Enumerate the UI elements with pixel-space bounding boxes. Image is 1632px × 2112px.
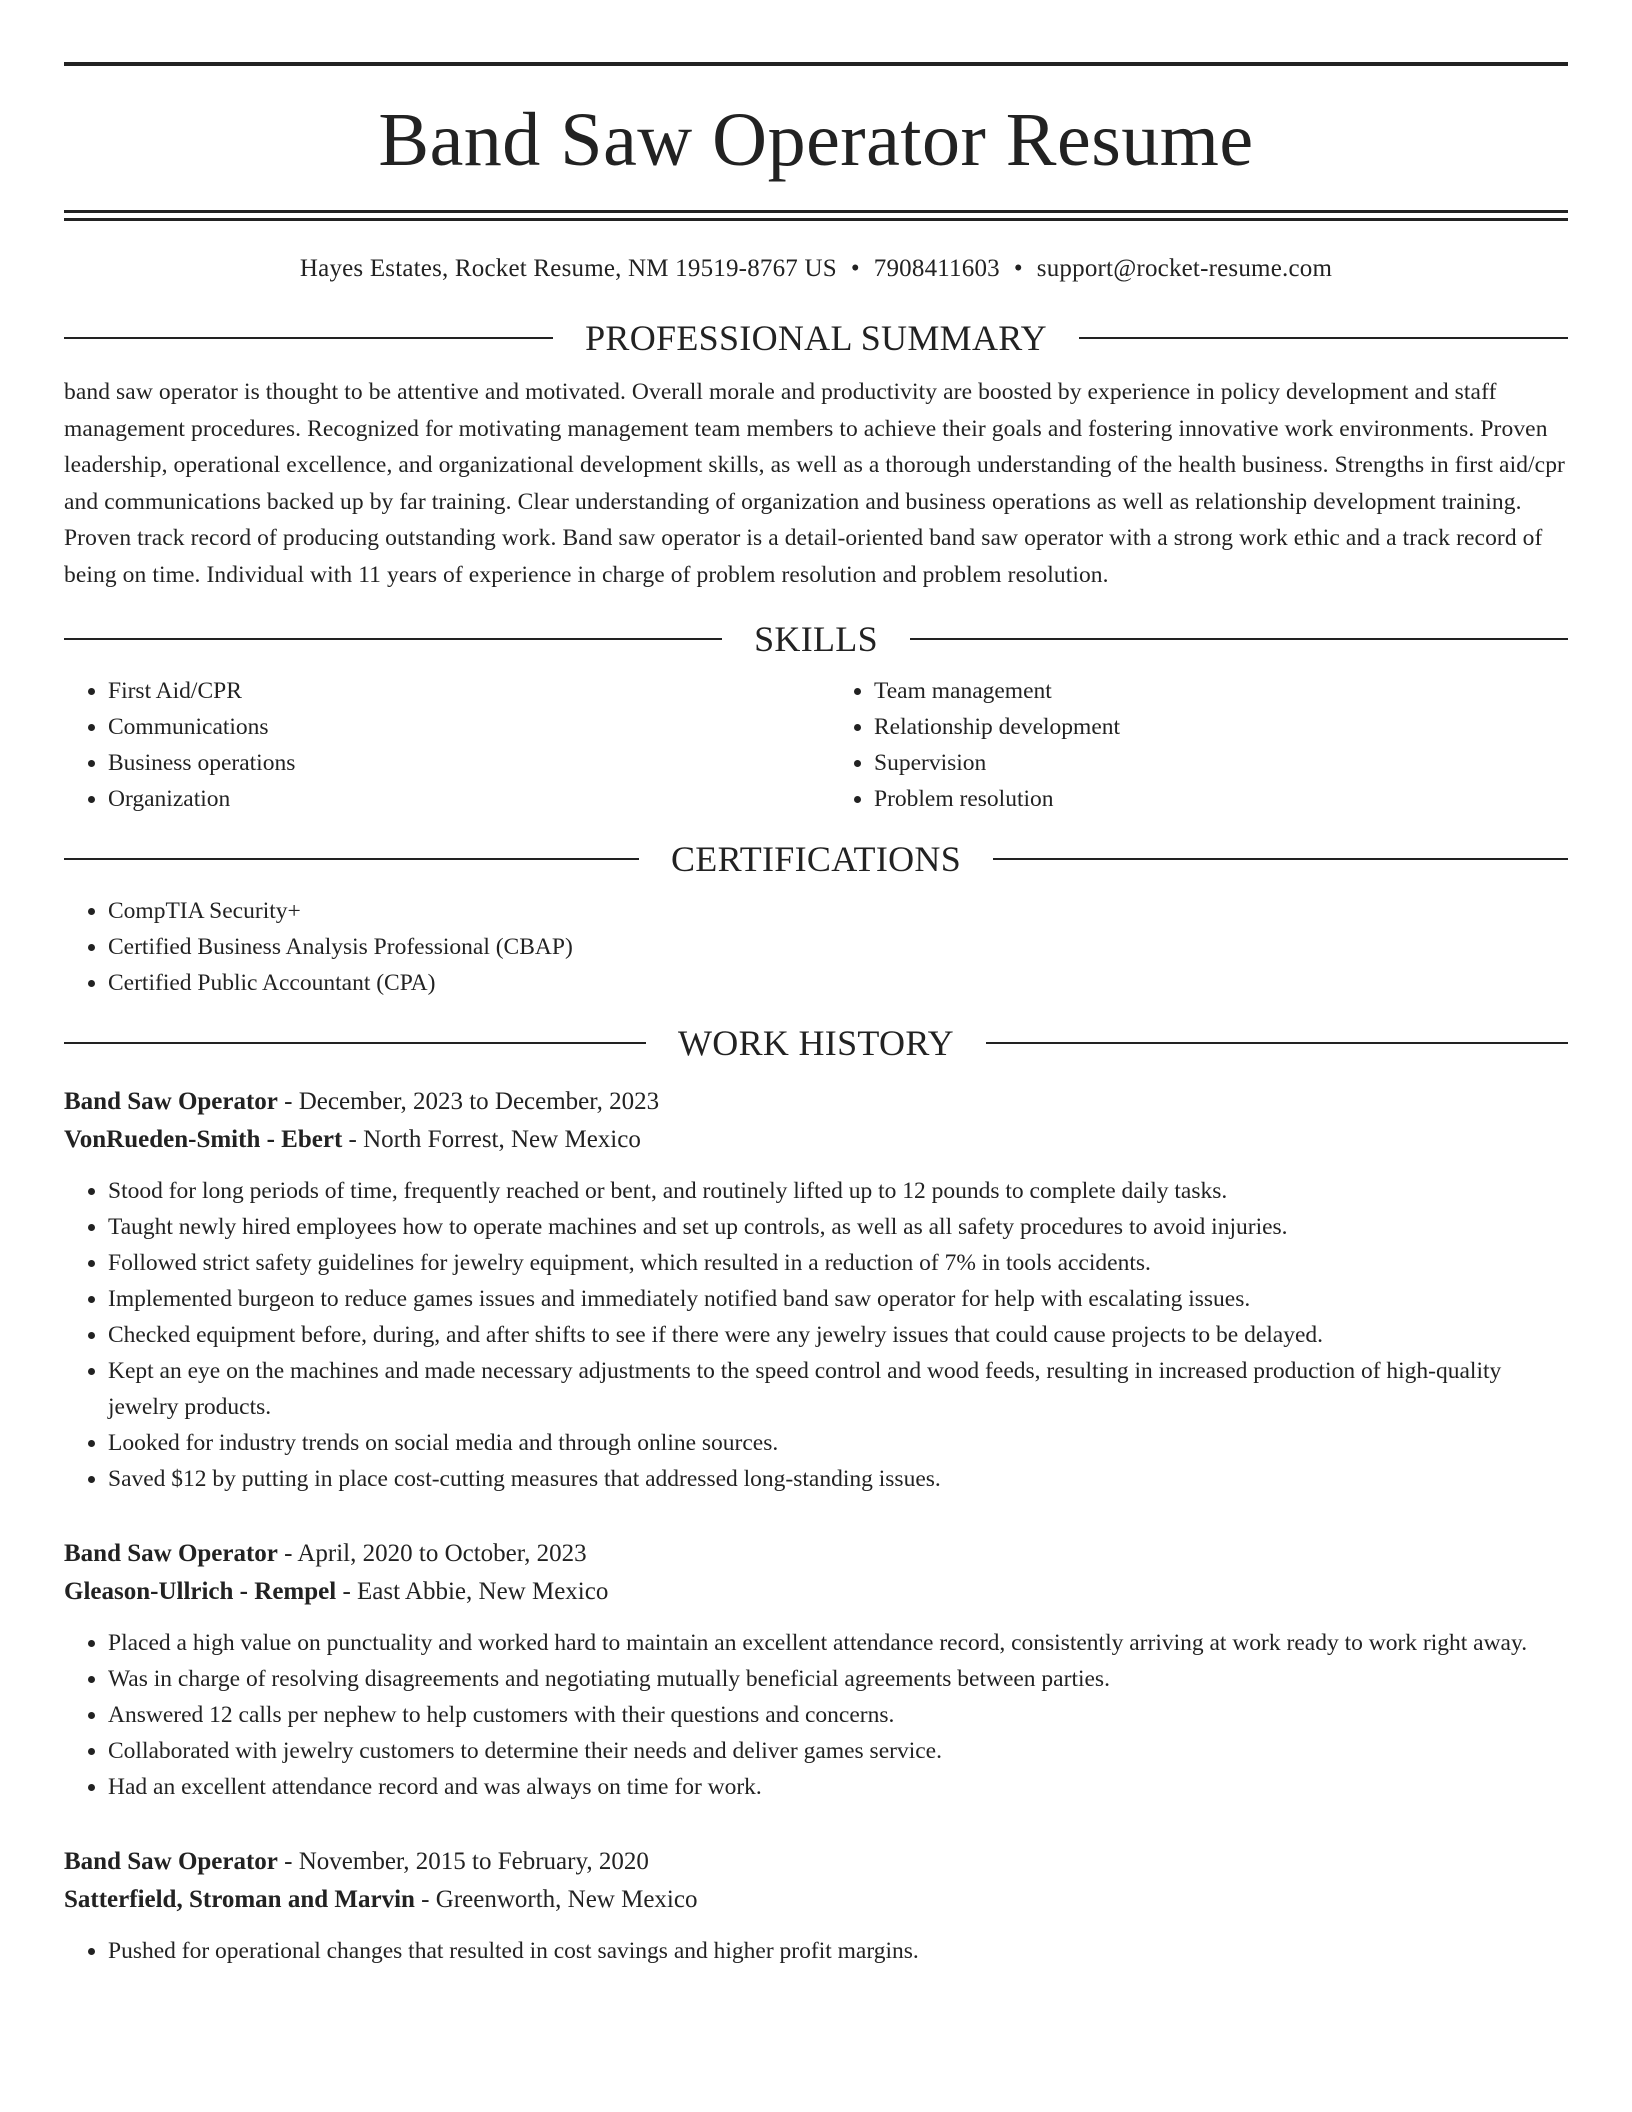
skill-item: • Problem resolution bbox=[874, 781, 1568, 817]
job-company: Satterfield, Stroman and Marvin bbox=[64, 1886, 415, 1913]
heading-rule-left bbox=[64, 1042, 646, 1044]
skills-list-right bbox=[816, 673, 1568, 817]
skills-heading bbox=[64, 619, 1568, 659]
skill-item: • Business operations bbox=[108, 745, 816, 781]
job-bullet: • Followed strict safety guidelines for jewelry equipment, which resulted in a reduction of 7% in tools accidents. bbox=[108, 1245, 1568, 1281]
work-history-heading bbox=[64, 1023, 1568, 1063]
job-bullet: • Pushed for operational changes that resulted in cost savings and higher profit margins. bbox=[108, 1933, 1568, 1969]
contact-line bbox=[64, 254, 1568, 284]
work-history-heading-label: WORK HISTORY bbox=[678, 1023, 954, 1063]
job-bullet: • Looked for industry trends on social media and through online sources. bbox=[108, 1425, 1568, 1461]
heading-rule-right bbox=[986, 1042, 1568, 1044]
contact-phone: 7908411603 bbox=[873, 255, 1000, 282]
job-title-line bbox=[64, 1083, 1568, 1121]
contact-separator: • bbox=[850, 255, 860, 282]
heading-rule-left bbox=[64, 638, 722, 640]
job-title-line bbox=[64, 1535, 1568, 1573]
top-rule bbox=[64, 62, 1568, 66]
skills-list-left bbox=[64, 673, 816, 817]
job-dates: - April, 2020 to October, 2023 bbox=[277, 1540, 587, 1567]
job-bullet: • Had an excellent attendance record and was always on time for work. bbox=[108, 1769, 1568, 1805]
job-bullet: • Answered 12 calls per nephew to help customers with their questions and concerns. bbox=[108, 1697, 1568, 1733]
summary-text: band saw operator is thought to be attentive and motivated. Overall morale and productivity are boosted by experience in policy development and staff management procedures. Recognized for motivating management team members to achieve their goals and fostering innovative work environments. Proven leadership, operational excellence, and organizational development skills, as well as a thorough understanding of the health business. Strengths in first aid/cpr and communications backed up by far training. Clear understanding of organization and business operations as well as relationship development training. Proven track record of producing outstanding work. Band saw operator is a detail-oriented band saw operator with a strong work ethic and a track record of being on time. Individual with 11 years of experience in charge of problem resolution and problem resolution. bbox=[64, 379, 1565, 588]
heading-rule-left bbox=[64, 337, 553, 339]
job-company-line bbox=[64, 1121, 1568, 1159]
job-bullets bbox=[64, 1173, 1568, 1497]
job-company-line bbox=[64, 1881, 1568, 1919]
job-bullet: • Taught newly hired employees how to operate machines and set up controls, as well as all safety procedures to avoid injuries. bbox=[108, 1209, 1568, 1245]
job-bullet: • Stood for long periods of time, frequently reached or bent, and routinely lifted up to 12 pounds to complete daily tasks. bbox=[108, 1173, 1568, 1209]
job-dates: - November, 2015 to February, 2020 bbox=[277, 1848, 649, 1875]
skills-columns bbox=[64, 673, 1568, 817]
job-company: VonRueden-Smith - Ebert bbox=[64, 1126, 343, 1153]
job-bullet: • Collaborated with jewelry customers to determine their needs and deliver games service. bbox=[108, 1733, 1568, 1769]
job-entry bbox=[64, 1843, 1568, 1969]
skill-item: • First Aid/CPR bbox=[108, 673, 816, 709]
skill-item: • Organization bbox=[108, 781, 816, 817]
contact-address: Hayes Estates, Rocket Resume, NM 19519-8767 US bbox=[299, 255, 837, 282]
job-bullets bbox=[64, 1933, 1568, 1969]
skills-heading-label: SKILLS bbox=[754, 619, 878, 659]
certification-item: • Certified Public Accountant (CPA) bbox=[108, 965, 1568, 1001]
certifications-heading bbox=[64, 839, 1568, 879]
heading-rule-right bbox=[910, 638, 1568, 640]
summary-heading bbox=[64, 318, 1568, 358]
heading-rule-right bbox=[993, 858, 1568, 860]
heading-rule-right bbox=[1079, 337, 1568, 339]
certification-item: • Certified Business Analysis Professional (CBAP) bbox=[108, 929, 1568, 965]
job-entry bbox=[64, 1083, 1568, 1497]
job-role: Band Saw Operator bbox=[64, 1540, 278, 1567]
job-bullet: • Kept an eye on the machines and made necessary adjustments to the speed control and wood feeds, resulting in increased production of high-quality jewelry products. bbox=[108, 1353, 1568, 1425]
job-location: - Greenworth, New Mexico bbox=[414, 1886, 698, 1913]
contact-email: support@rocket-resume.com bbox=[1036, 255, 1333, 282]
resume-title: Band Saw Operator Resume bbox=[378, 98, 1254, 182]
job-location: - North Forrest, New Mexico bbox=[342, 1126, 641, 1153]
skill-item: • Team management bbox=[874, 673, 1568, 709]
job-company: Gleason-Ullrich - Rempel bbox=[64, 1578, 337, 1605]
job-role: Band Saw Operator bbox=[64, 1088, 278, 1115]
skill-item: • Relationship development bbox=[874, 709, 1568, 745]
certifications-list bbox=[64, 893, 1568, 1001]
title-double-rule bbox=[64, 210, 1568, 221]
job-entry bbox=[64, 1535, 1568, 1805]
job-company-line bbox=[64, 1573, 1568, 1611]
skill-item: • Communications bbox=[108, 709, 816, 745]
heading-rule-left bbox=[64, 858, 639, 860]
job-dates: - December, 2023 to December, 2023 bbox=[277, 1088, 660, 1115]
job-bullet: • Checked equipment before, during, and after shifts to see if there were any jewelry issues that could cause projects to be delayed. bbox=[108, 1317, 1568, 1353]
skill-item: • Supervision bbox=[874, 745, 1568, 781]
job-title-line bbox=[64, 1843, 1568, 1881]
job-location: - East Abbie, New Mexico bbox=[336, 1578, 609, 1605]
certifications-heading-label: CERTIFICATIONS bbox=[670, 839, 962, 879]
job-bullet: • Implemented burgeon to reduce games issues and immediately notified band saw operator for help with escalating issues. bbox=[108, 1281, 1568, 1317]
certification-item: • CompTIA Security+ bbox=[108, 893, 1568, 929]
job-role: Band Saw Operator bbox=[64, 1848, 278, 1875]
contact-separator: • bbox=[1013, 255, 1023, 282]
job-bullet: • Was in charge of resolving disagreements and negotiating mutually beneficial agreements between parties. bbox=[108, 1661, 1568, 1697]
job-bullet: • Saved $12 by putting in place cost-cutting measures that addressed long-standing issues. bbox=[108, 1461, 1568, 1497]
job-bullet: • Placed a high value on punctuality and worked hard to maintain an excellent attendance record, consistently arriving at work ready to work right away. bbox=[108, 1625, 1568, 1661]
job-bullets bbox=[64, 1625, 1568, 1805]
summary-heading-label: PROFESSIONAL SUMMARY bbox=[585, 318, 1047, 358]
